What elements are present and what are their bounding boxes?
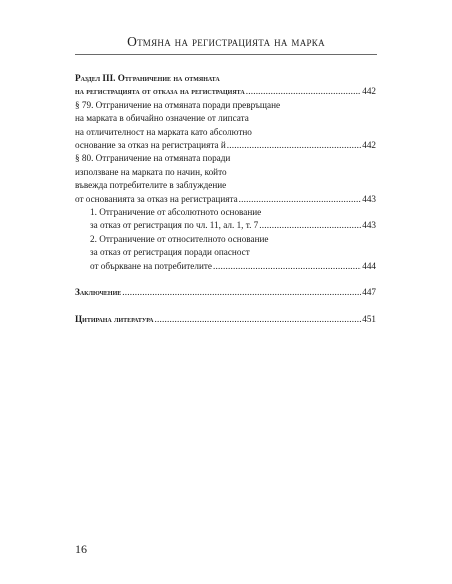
toc-literature [75,313,376,326]
toc-section3-title-line1 [75,72,376,85]
leader-dots [259,219,361,232]
header-rule [75,54,377,55]
toc-entry-80-line2: използване на марката по начин, който [75,166,227,177]
entry-text: Заключение [75,287,122,298]
spacer [75,273,376,286]
page-ref: 442 [362,86,376,97]
section-prefix: Раздел III. [75,73,118,83]
leader-dots [227,139,361,152]
page-ref: 443 [362,220,376,231]
entry-text: основание за отказ на регистрацията й [75,140,226,151]
page-ref: 442 [362,140,376,151]
running-header: Отмяна на регистрацията на марка [127,34,325,49]
leader-dots [239,193,362,206]
toc-subentry-2-line3 [75,260,376,273]
toc-entry-80-line3: въвежда потребителите в заблуждение [75,180,227,191]
toc-conclusion [75,286,376,299]
toc-entry-80-line4 [75,193,376,206]
section-title: Отграничение на отмяната [117,73,220,83]
toc-entry-79-line4 [75,139,376,152]
page-ref: 451 [362,313,376,324]
page-ref: 444 [362,260,376,271]
entry-text: от объркване на потребителите [90,260,212,271]
toc-section3-title-line2 [75,85,376,98]
leader-dots [155,313,362,326]
page-ref: 443 [362,193,376,204]
table-of-contents [75,72,376,326]
page-ref: 447 [362,287,376,298]
entry-text: Цитирана литература [75,313,154,324]
toc-entry-79-line3: на отличителност на марката като абсолютно [75,126,252,137]
toc-entry-79-line1: § 79. Отграничение на отмяната поради превръщане [75,99,281,110]
section-title-cont: на регистрацията от отказа на регистрацията [75,86,245,97]
leader-dots [246,85,362,98]
page-number: 16 [75,542,87,556]
entry-text: за отказ от регистрация по чл. 11, ал. 1, т. 7 [90,220,259,231]
toc-subentry-2-line2: за отказ от регистрация поради опасност [90,247,250,258]
toc-entry-80-line1: § 80. Отграничение на отмяната поради [75,153,231,164]
toc-subentry-1-line2 [75,219,376,232]
toc-entry-79-line2: на марката в обичайно означение от липсата [75,113,249,124]
toc-subentry-2-line1: 2. Отграничение от относителното основание [90,233,269,244]
spacer [75,300,376,313]
toc-subentry-1-line1: 1. Отграничение от абсолютното основание [90,207,262,218]
entry-text: от основанията за отказ на регистрацията [75,193,238,204]
leader-dots [213,260,361,273]
leader-dots [122,286,361,299]
